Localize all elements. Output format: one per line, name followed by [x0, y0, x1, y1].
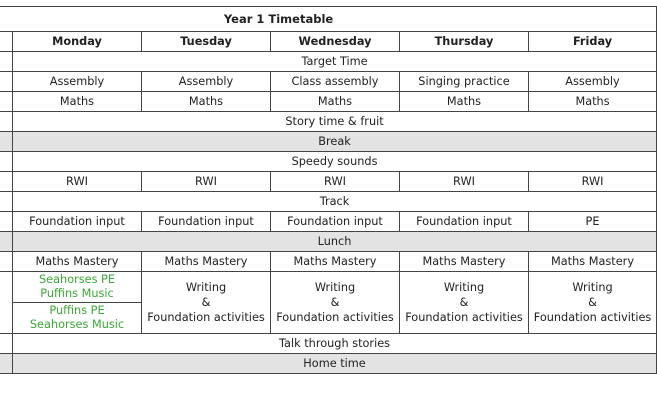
- day-header-wednesday: Wednesday: [271, 32, 400, 52]
- maths-tuesday: Maths: [142, 92, 271, 112]
- writing-tuesday: Writing & Foundation activities: [142, 272, 271, 334]
- day-header-friday: Friday: [529, 32, 657, 52]
- day-header-monday: Monday: [13, 32, 142, 52]
- foundation-thursday: Foundation input: [400, 212, 529, 232]
- foundation-tuesday: Foundation input: [142, 212, 271, 232]
- home-time-cell: Home time: [13, 354, 657, 374]
- talk-stories-row: [0, 334, 657, 354]
- break-cell: Break: [13, 132, 657, 152]
- assembly-tuesday: Assembly: [142, 72, 271, 92]
- foundation-friday: PE: [529, 212, 657, 232]
- foundation-monday: Foundation input: [13, 212, 142, 232]
- rwi-monday: RWI: [13, 172, 142, 192]
- maths-wednesday: Maths: [271, 92, 400, 112]
- maths-row: [0, 92, 657, 112]
- day-header-thursday: Thursday: [400, 32, 529, 52]
- writing-wednesday: Writing & Foundation activities: [271, 272, 400, 334]
- rwi-row: [0, 172, 657, 192]
- assembly-friday: Assembly: [529, 72, 657, 92]
- timetable: [0, 6, 657, 374]
- maths-mastery-monday: Maths Mastery: [13, 252, 142, 272]
- foundation-row: [0, 212, 657, 232]
- track-row: [0, 192, 657, 212]
- day-header-tuesday: Tuesday: [142, 32, 271, 52]
- maths-mastery-friday: Maths Mastery: [529, 252, 657, 272]
- talk-stories-cell: Talk through stories: [13, 334, 657, 354]
- day-header-row: [0, 32, 657, 52]
- lunch-cell: Lunch: [13, 232, 657, 252]
- maths-monday: Maths: [13, 92, 142, 112]
- title-row: [0, 7, 657, 32]
- assembly-row: [0, 72, 657, 92]
- time-column-header: [0, 32, 13, 52]
- target-time-cell: Target Time: [13, 52, 657, 72]
- foundation-wednesday: Foundation input: [271, 212, 400, 232]
- story-time-cell: Story time & fruit: [13, 112, 657, 132]
- assembly-thursday: Singing practice: [400, 72, 529, 92]
- maths-mastery-row: [0, 252, 657, 272]
- assembly-wednesday: Class assembly: [271, 72, 400, 92]
- timetable-title: Year 1 Timetable: [0, 7, 657, 32]
- writing-thursday: Writing & Foundation activities: [400, 272, 529, 334]
- monday-pe-music-2: Puffins PE Seahorses Music: [13, 303, 142, 334]
- maths-mastery-thursday: Maths Mastery: [400, 252, 529, 272]
- lunch-row: [0, 232, 657, 252]
- afternoon-row-1: [0, 272, 657, 303]
- maths-mastery-tuesday: Maths Mastery: [142, 252, 271, 272]
- speedy-sounds-cell: Speedy sounds: [13, 152, 657, 172]
- maths-friday: Maths: [529, 92, 657, 112]
- break-row: [0, 132, 657, 152]
- maths-thursday: Maths: [400, 92, 529, 112]
- rwi-tuesday: RWI: [142, 172, 271, 192]
- rwi-friday: RWI: [529, 172, 657, 192]
- story-time-row: [0, 112, 657, 132]
- writing-friday: Writing & Foundation activities: [529, 272, 657, 334]
- maths-mastery-wednesday: Maths Mastery: [271, 252, 400, 272]
- home-time-row: [0, 354, 657, 374]
- assembly-monday: Assembly: [13, 72, 142, 92]
- rwi-thursday: RWI: [400, 172, 529, 192]
- monday-pe-music-1: Seahorses PE Puffins Music: [13, 272, 142, 303]
- rwi-wednesday: RWI: [271, 172, 400, 192]
- target-time-row: [0, 52, 657, 72]
- speedy-sounds-row: [0, 152, 657, 172]
- track-cell: Track: [13, 192, 657, 212]
